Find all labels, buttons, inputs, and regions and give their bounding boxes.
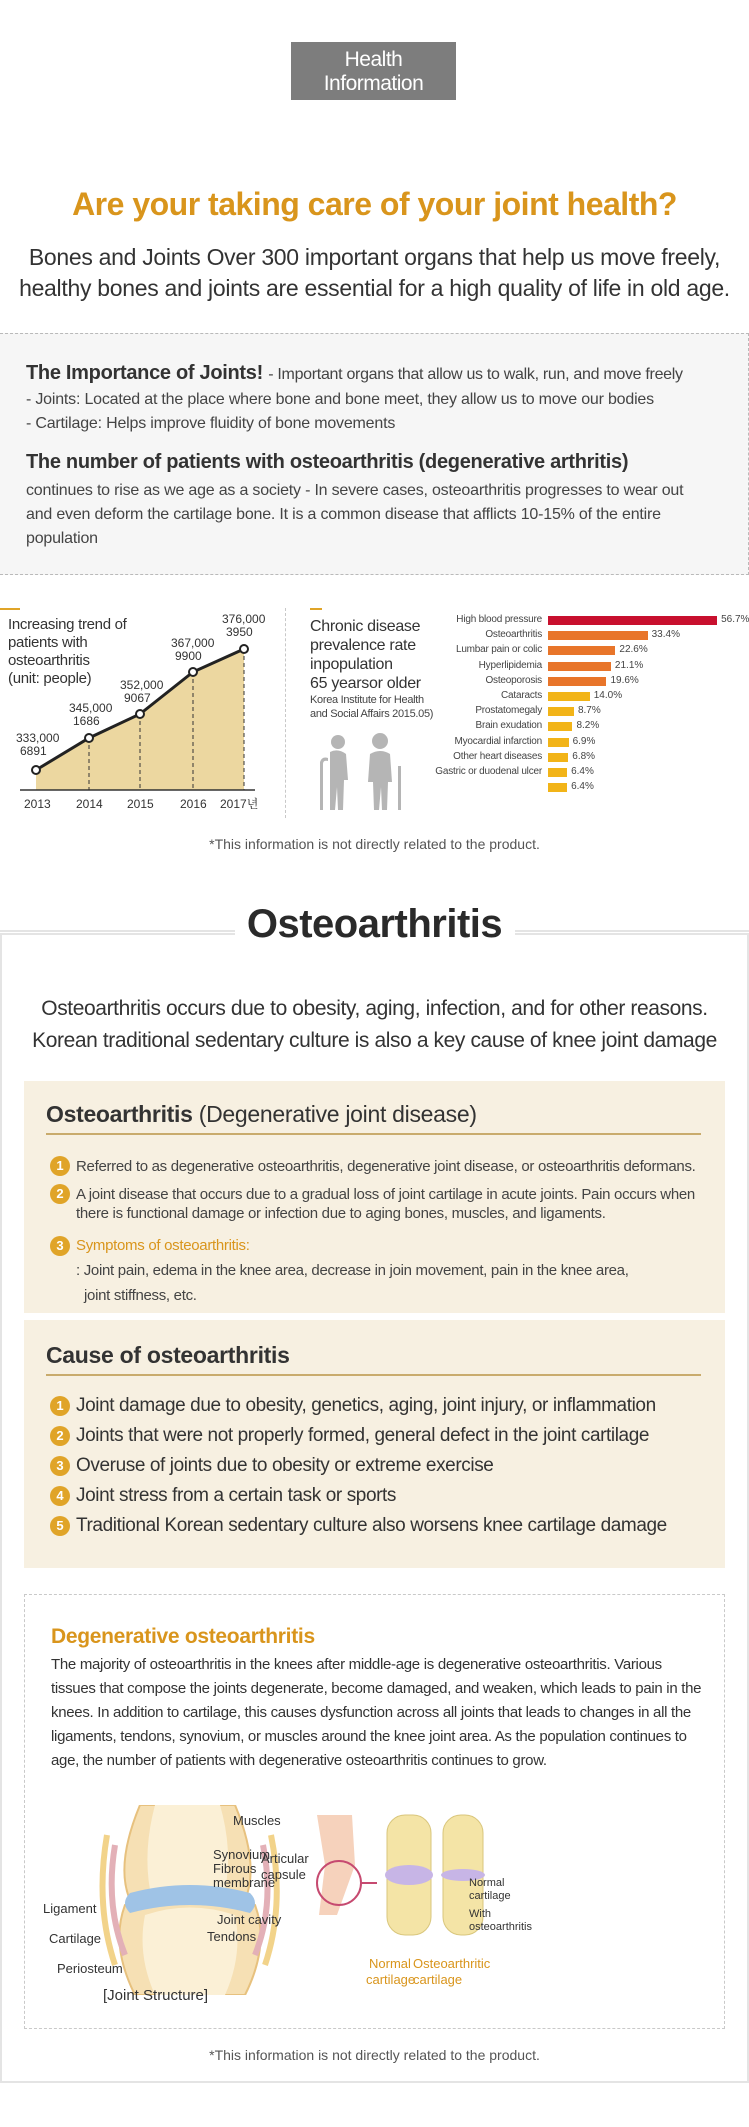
prev-bar-value: 19.6% <box>610 674 639 686</box>
intro-text <box>0 242 749 304</box>
degen-text: The majority of osteoarthritis in the knees after middle-age is degenerative osteoarthritis. Various tissues that compose the joints degenerate, become damaged, and weaken, which leads to pain in the knees. In addition to cartilage, this causes dysfunction across all joints that leads to changes in all the ligaments, tendons, synovium, or muscles around the knee joint area. As the population continues to age, the number of patients with degenerative osteoarthritis continues to grow. <box>51 1656 702 1769</box>
trend-caption-3: osteoarthritis <box>8 652 90 669</box>
osteo-box-title-rest: (Degenerative joint disease) <box>192 1101 477 1127</box>
number-3-icon: 3 <box>50 1236 70 1256</box>
label-articular: Articular <box>261 1851 309 1866</box>
health-information-badge <box>291 42 456 100</box>
label-ligament: Ligament <box>43 1901 97 1916</box>
trend-point-2016 <box>189 668 197 676</box>
importance-title: The Importance of Joints! - Important organs that allow us to walk, run, and move freely <box>26 362 683 384</box>
prev-bar-value: 6.4% <box>571 781 594 793</box>
trend-point-2013 <box>32 766 40 774</box>
trend-point-2014 <box>85 734 93 742</box>
label-membrane: membrane <box>213 1875 276 1890</box>
prev-bar-label: Hyperlipidemia <box>478 659 542 671</box>
cause-item-4: Joint stress from a certain task or sports <box>76 1485 397 1506</box>
label-normal-cartilage-1: Normal <box>469 1877 505 1889</box>
year-2017: 2017년 <box>220 797 259 811</box>
trend-caption-1: Increasing trend of <box>8 616 127 633</box>
prev-bar-value: 8.7% <box>577 705 601 717</box>
trend-caption-4: (unit: people) <box>8 670 92 687</box>
trend-point-2017 <box>240 645 248 653</box>
headline: Are your taking care of your joint health? <box>72 186 677 222</box>
osteo-intro-2: Korean traditional sedentary culture is also a key cause of knee joint damage <box>32 1029 717 1052</box>
prev-bar-value: 6.4% <box>571 766 594 777</box>
patients-title: The number of patients with osteoarthritis (degenerative arthritis) <box>26 451 629 473</box>
caption-normal-1: Normal <box>369 1956 411 1971</box>
cause-title: Cause of osteoarthritis <box>46 1342 290 1368</box>
osteo-item-2a: A joint disease that occurs due to a gradual loss of joint cartilage in acute joints. Pain occurs when <box>76 1186 695 1203</box>
caption-normal-2: cartilage <box>366 1972 416 1987</box>
cause-item-3: Overuse of joints due to obesity or extreme exercise <box>76 1455 494 1476</box>
label-muscles: Muscles <box>233 1813 281 1828</box>
label-2013-b: 6891 <box>20 744 47 758</box>
osteo-box-title <box>46 1101 477 1128</box>
cause-number-5-icon: 5 <box>50 1516 70 1536</box>
osteo-box-title-bold: Osteoarthritis <box>46 1101 193 1127</box>
prev-bar-value: 14.0% <box>593 690 623 701</box>
note-2: *This information is not directly related to the product. <box>209 2047 540 2063</box>
osteo-intro-1: Osteoarthritis occurs due to obesity, aging, infection, and for other reasons. <box>41 997 708 1020</box>
prev-caption-4: 65 yearsor older <box>310 675 421 692</box>
label-2017-a: 376,000 <box>222 612 266 626</box>
prev-source-2: and Social Affairs 2015.05) <box>310 708 434 720</box>
cause-number-4-icon: 4 <box>50 1486 70 1506</box>
joints-text: - Joints: Located at the place where bone and bone meet, they allow us to move our bodies <box>26 391 654 408</box>
trend-point-2015 <box>136 710 144 718</box>
prev-bar-value: 6.9% <box>572 735 596 747</box>
cause-item-1: Joint damage due to obesity, genetics, aging, joint injury, or inflammation <box>76 1395 656 1416</box>
osteo-title: Osteoarthritis <box>246 902 503 946</box>
importance-box <box>0 333 749 575</box>
trend-caption-2: patients with <box>8 634 88 651</box>
year-2016: 2016 <box>180 797 207 811</box>
label-2015-a: 352,000 <box>120 678 164 692</box>
prev-bar <box>548 646 615 655</box>
intro-line1: Bones and Joints Over 300 important organs that help us move freely, <box>28 244 721 270</box>
prev-bar <box>548 707 574 716</box>
label-cartilage: Cartilage <box>49 1931 102 1946</box>
prev-bar-value: 33.4% <box>651 629 680 641</box>
chart-marker-right <box>310 608 322 610</box>
prev-bar-label: Brain exudation <box>475 720 542 732</box>
year-2015: 2015 <box>127 797 154 811</box>
prev-bar <box>548 631 648 640</box>
prev-bar <box>548 616 717 625</box>
intro-line2: healthy bones and joints are essential for a high quality of life in old age. <box>19 275 730 301</box>
prev-bar-label: Other heart diseases <box>453 750 542 762</box>
cause-item-5: Traditional Korean sedentary culture also worsens knee cartilage damage <box>76 1515 667 1536</box>
cartilage-text: - Cartilage: Helps improve fluidity of bone movements <box>26 415 396 432</box>
prev-bar <box>548 738 569 747</box>
knee-cartilage-diagram <box>307 1805 487 1955</box>
osteo-definition-box <box>24 1081 725 1313</box>
patients-line1: continues to rise as we age as a society - In severe cases, osteoarthritis progresses to wear out <box>26 482 684 499</box>
label-2016-b: 9900 <box>175 649 202 663</box>
cause-number-2-icon: 2 <box>50 1426 70 1446</box>
osteo-item-3a: : Joint pain, edema in the knee area, decrease in join movement, pain in the knee area, <box>76 1262 629 1279</box>
cause-box <box>24 1320 725 1568</box>
label-2014-a: 345,000 <box>69 701 113 715</box>
label-with-oa-1: With <box>469 1908 491 1920</box>
label-fibrous: Fibrous <box>213 1861 257 1876</box>
label-joint-cavity: Joint cavity <box>217 1912 282 1927</box>
badge-line1: Health <box>344 48 403 71</box>
prev-bar <box>548 783 567 792</box>
prev-bar-label: Osteoporosis <box>485 674 542 686</box>
prev-bar <box>548 753 568 762</box>
prev-bar <box>548 662 611 671</box>
cause-number-1-icon: 1 <box>50 1396 70 1416</box>
year-2013: 2013 <box>24 797 51 811</box>
osteo-item-3: Symptoms of osteoarthritis: <box>76 1237 250 1254</box>
osteo-item-2b: there is functional damage or infection due to aging bones, muscles, and ligaments. <box>76 1205 606 1222</box>
label-normal-cartilage-2: cartilage <box>469 1890 511 1902</box>
caption-oa-1: Osteoarthritic <box>413 1956 491 1971</box>
label-periosteum: Periosteum <box>57 1961 123 1976</box>
number-2-icon: 2 <box>50 1184 70 1204</box>
prev-bar-value: 8.2% <box>576 720 600 732</box>
patients-line2: and even deform the cartilage bone. It is a common disease that afflicts 10-15% of the entire <box>26 506 661 523</box>
prev-bar-label: Lumbar pain or colic <box>455 644 542 656</box>
prev-caption-2: prevalence rate <box>310 637 416 654</box>
year-2014: 2014 <box>76 797 103 811</box>
prev-bar-value: 21.1% <box>614 659 644 671</box>
importance-lead: - Important organs that allow us to walk, run, and move freely <box>268 366 683 383</box>
prev-bar <box>548 768 567 777</box>
trend-area <box>36 649 244 790</box>
number-1-icon: 1 <box>50 1156 70 1176</box>
prev-bar <box>548 692 590 701</box>
prev-caption-3: inpopulation <box>310 656 393 673</box>
osteo-item-1: Referred to as degenerative osteoarthritis, degenerative joint disease, or osteoarthritis deformans. <box>76 1158 696 1175</box>
degen-title: Degenerative osteoarthritis <box>51 1625 315 1648</box>
caption-oa-2: cartilage <box>413 1972 463 1987</box>
prev-bar-label: Gastric or duodenal ulcer <box>435 766 542 777</box>
label-2015-b: 9067 <box>124 691 151 705</box>
prev-bar-value: 56.7% <box>721 614 749 625</box>
prev-bar-label: Myocardial infarction <box>454 735 542 747</box>
patients-line3: population <box>26 530 98 547</box>
prev-caption-1: Chronic disease <box>310 618 421 635</box>
osteo-item-3b: joint stiffness, etc. <box>84 1287 197 1304</box>
prev-bar <box>548 677 606 686</box>
prev-bar-label: Cataracts <box>501 690 542 701</box>
cause-rule <box>46 1374 701 1376</box>
label-2017-b: 3950 <box>226 625 253 639</box>
osteo-box-rule <box>46 1133 701 1135</box>
prev-bar <box>548 722 572 731</box>
prev-source-1: Korea Institute for Health <box>310 694 424 706</box>
prev-bar-value: 22.6% <box>619 644 648 656</box>
label-with-oa-2: osteoarthritis <box>469 1921 532 1933</box>
label-synovium: Synovium <box>213 1847 271 1862</box>
note-1: *This information is not directly related to the product. <box>209 836 540 852</box>
prev-bar-label: High blood pressure <box>456 614 542 625</box>
label-2013-a: 333,000 <box>16 731 60 745</box>
label-2016-a: 367,000 <box>171 636 215 650</box>
elderly-couple-icon <box>310 732 410 812</box>
prevalence-chart <box>410 612 749 812</box>
prev-bar-value: 6.8% <box>572 750 596 762</box>
label-capsule: capsule <box>261 1867 306 1882</box>
cause-item-2: Joints that were not properly formed, general defect in the joint cartilage <box>76 1425 650 1446</box>
label-joint-structure: [Joint Structure] <box>103 1987 209 2004</box>
badge-line2: Information <box>323 72 424 95</box>
trend-chart <box>0 600 290 820</box>
prev-bar-label: Prostatomegaly <box>475 705 542 717</box>
cause-number-3-icon: 3 <box>50 1456 70 1476</box>
prev-bar-label: Osteoarthritis <box>485 629 542 641</box>
label-tendons: Tendons <box>207 1929 257 1944</box>
label-2014-b: 1686 <box>73 714 100 728</box>
degenerative-box <box>24 1594 725 2029</box>
osteo-intro <box>0 993 749 1057</box>
